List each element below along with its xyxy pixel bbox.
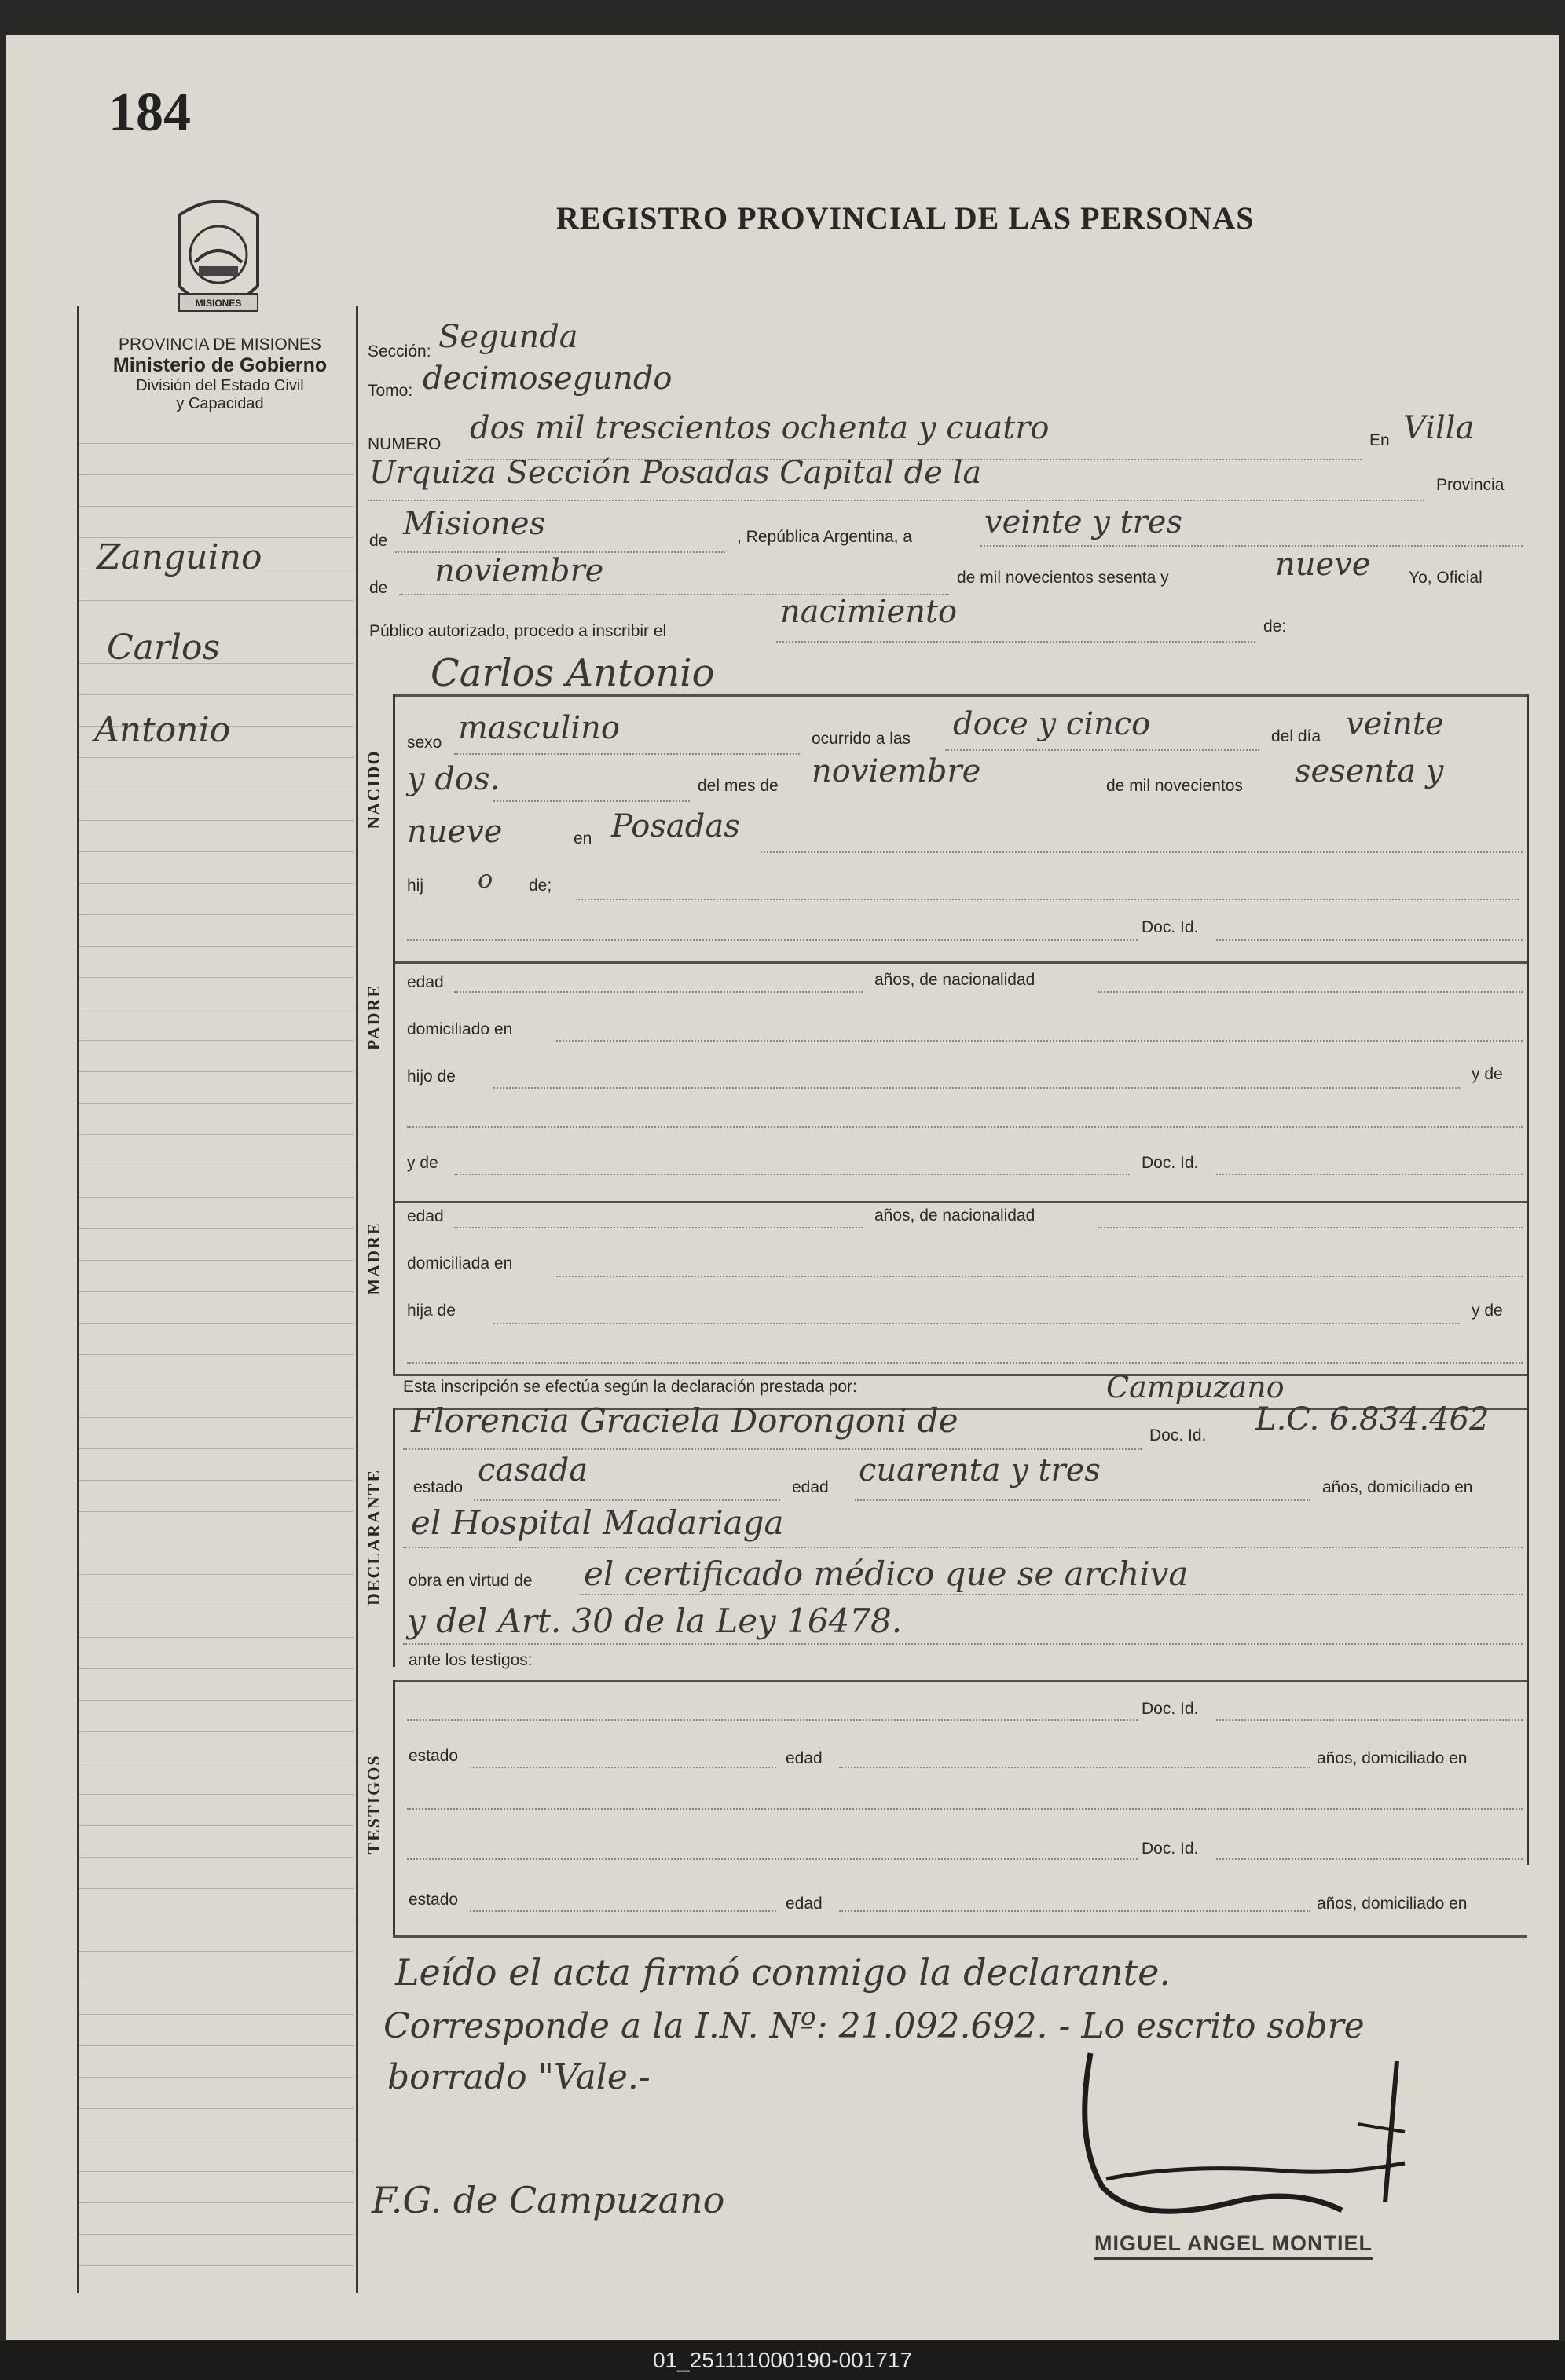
official-stamp: MIGUEL ANGEL MONTIEL bbox=[1094, 2232, 1373, 2260]
testigo2-estado-label: estado bbox=[409, 1891, 459, 1909]
declarante-estado-value: casada bbox=[478, 1452, 588, 1488]
de-semi-label: de; bbox=[529, 877, 552, 895]
testigo2-edad-label: edad bbox=[786, 1895, 823, 1913]
provincia-label: Provincia bbox=[1436, 476, 1505, 494]
nacido-doc-id: Doc. Id. bbox=[1142, 918, 1199, 936]
register-page bbox=[6, 35, 1559, 2340]
mil-nov-label: de mil novecientos bbox=[1106, 777, 1243, 795]
hij-label: hij bbox=[407, 877, 424, 895]
declarante-edad-value: cuarenta y tres bbox=[859, 1452, 1101, 1488]
page-number: 184 bbox=[108, 82, 191, 143]
numero-value: dos mil trescientos ochenta y cuatro bbox=[470, 410, 1050, 446]
madre-y-de-label: y de bbox=[407, 1154, 438, 1172]
declarante-signature: F.G. de Campuzano bbox=[372, 2179, 725, 2221]
dia-acta-value: veinte y tres bbox=[984, 504, 1182, 540]
mes-acta-value: noviembre bbox=[434, 553, 604, 589]
testigo1-domicilio-label: años, domiciliado en bbox=[1317, 1749, 1468, 1767]
left-margin-rule bbox=[77, 306, 79, 2293]
obra-value-2: y del Art. 30 de la Ley 16478. bbox=[407, 1602, 903, 1640]
obra-label: obra en virtud de bbox=[409, 1572, 533, 1590]
publico-label: Público autorizado, procedo a inscribir el bbox=[369, 622, 667, 640]
tomo-value: decimosegundo bbox=[423, 361, 673, 397]
padre-hijo-de-label: hijo de bbox=[407, 1067, 456, 1086]
testigo2-doc-id: Doc. Id. bbox=[1142, 1840, 1199, 1858]
madre-nacionalidad-label: años, de nacionalidad bbox=[874, 1206, 1035, 1225]
page-title: REGISTRO PROVINCIAL DE LAS PERSONAS bbox=[556, 200, 1255, 236]
sexo-value: masculino bbox=[458, 710, 620, 746]
padre-y-de-label: y de bbox=[1472, 1065, 1503, 1083]
lugar-nac-value: Posadas bbox=[611, 808, 740, 844]
de-label-2: de bbox=[369, 579, 388, 597]
agency-division: División del Estado Civil bbox=[136, 377, 304, 394]
right-border bbox=[1527, 694, 1529, 1865]
obra-value-1: el certificado médico que se archiva bbox=[584, 1554, 1189, 1593]
madre-doc-id: Doc. Id. bbox=[1142, 1154, 1199, 1172]
madre-y-de-label-2: y de bbox=[1472, 1302, 1503, 1320]
declarante-doc-id: Doc. Id. bbox=[1149, 1426, 1207, 1444]
testigo1-doc-id: Doc. Id. bbox=[1142, 1700, 1199, 1718]
testigo1-edad-label: edad bbox=[786, 1749, 823, 1767]
nota-line-1: Leído el acta firmó conmigo la declarante. bbox=[395, 1951, 1171, 1994]
dia-nac-value-2: y dos. bbox=[407, 761, 500, 797]
en-label: En bbox=[1369, 431, 1390, 449]
madre-edad-label: edad bbox=[407, 1207, 444, 1225]
ocurrido-label: ocurrido a las bbox=[812, 730, 911, 748]
section-declarante: DECLARANTE bbox=[364, 1468, 383, 1606]
nombre-value: Carlos Antonio bbox=[431, 651, 715, 695]
misiones-emblem bbox=[163, 192, 273, 329]
nota-line-3: borrado "Vale.- bbox=[387, 2057, 651, 2097]
ante-testigos-label: ante los testigos: bbox=[409, 1651, 533, 1669]
mes-nac-value: noviembre bbox=[812, 753, 981, 789]
en-label-2: en bbox=[574, 829, 592, 848]
padre-nacionalidad-label: años, de nacionalidad bbox=[874, 971, 1035, 989]
section-testigos: TESTIGOS bbox=[364, 1754, 383, 1855]
madre-domicilio-label: domiciliada en bbox=[407, 1254, 513, 1272]
madre-hija-de-label: hija de bbox=[407, 1302, 456, 1320]
republica-label: , República Argentina, a bbox=[737, 528, 912, 546]
del-mes-label: del mes de bbox=[698, 777, 779, 795]
svg-text:MISIONES: MISIONES bbox=[195, 298, 242, 309]
agency-ministry: Ministerio de Gobierno bbox=[112, 354, 328, 376]
declarante-apellido: Campuzano bbox=[1106, 1370, 1285, 1404]
agency-province: PROVINCIA DE MISIONES bbox=[119, 335, 321, 353]
padre-domicilio-label: domiciliado en bbox=[407, 1020, 513, 1038]
numero-label: NUMERO bbox=[368, 435, 442, 453]
de-label-1: de bbox=[369, 532, 388, 550]
margin-surname: Zanguino bbox=[97, 537, 262, 577]
del-dia-label: del día bbox=[1271, 727, 1321, 745]
provincia-value: Misiones bbox=[403, 506, 546, 542]
archive-footer: 01_251111000190-001717 bbox=[0, 2341, 1565, 2380]
anio-nac-value-2: nueve bbox=[407, 814, 503, 850]
official-signature bbox=[1028, 2045, 1436, 2234]
declaracion-label: Esta inscripción se efectúa según la declaración prestada por: bbox=[403, 1378, 857, 1396]
seccion-label: Sección: bbox=[368, 342, 431, 361]
section-madre: MADRE bbox=[364, 1221, 383, 1295]
center-divider bbox=[356, 306, 358, 2293]
testigo2-domicilio-label: años, domiciliado en bbox=[1317, 1895, 1468, 1913]
yo-oficial-label: Yo, Oficial bbox=[1409, 569, 1483, 587]
declarante-estado-label: estado bbox=[413, 1478, 464, 1496]
lugar-value-1: Villa bbox=[1403, 410, 1475, 446]
hora-value: doce y cinco bbox=[953, 706, 1151, 742]
lugar-value-2: Urquiza Sección Posadas Capital de la bbox=[369, 455, 982, 491]
sexo-label: sexo bbox=[407, 734, 442, 752]
declarante-domicilio-label: años, domiciliado en bbox=[1322, 1478, 1473, 1496]
agency-block bbox=[79, 335, 361, 413]
acto-value: nacimiento bbox=[780, 594, 958, 630]
margin-first-name: Carlos bbox=[107, 628, 221, 668]
nota-line-2: Corresponde a la I.N. Nº: 21.092.692. - Lo escrito sobre bbox=[383, 2006, 1365, 2046]
seccion-value: Segunda bbox=[438, 319, 578, 355]
agency-capacity: y Capacidad bbox=[176, 395, 264, 412]
margin-middle-name: Antonio bbox=[94, 710, 231, 750]
testigo1-estado-label: estado bbox=[409, 1747, 459, 1765]
declarante-nombre: Florencia Graciela Dorongoni de bbox=[411, 1401, 958, 1440]
hij-suffix: o bbox=[478, 864, 493, 894]
section-nacido: NACIDO bbox=[364, 749, 383, 829]
tomo-label: Tomo: bbox=[368, 382, 413, 400]
declarante-edad-label: edad bbox=[792, 1478, 829, 1496]
padre-edad-label: edad bbox=[407, 973, 444, 991]
anio-acta-value: nueve bbox=[1275, 547, 1371, 583]
de-colon-label: de: bbox=[1263, 617, 1287, 635]
mil-nov-sesenta-label: de mil novecientos sesenta y bbox=[957, 569, 1169, 587]
section-padre: PADRE bbox=[364, 983, 383, 1051]
declarante-domicilio-value: el Hospital Madariaga bbox=[411, 1503, 784, 1542]
anio-nac-value-1: sesenta y bbox=[1295, 753, 1444, 789]
dia-nac-value-1: veinte bbox=[1346, 706, 1444, 742]
declarante-doc-value: L.C. 6.834.462 bbox=[1255, 1401, 1490, 1437]
